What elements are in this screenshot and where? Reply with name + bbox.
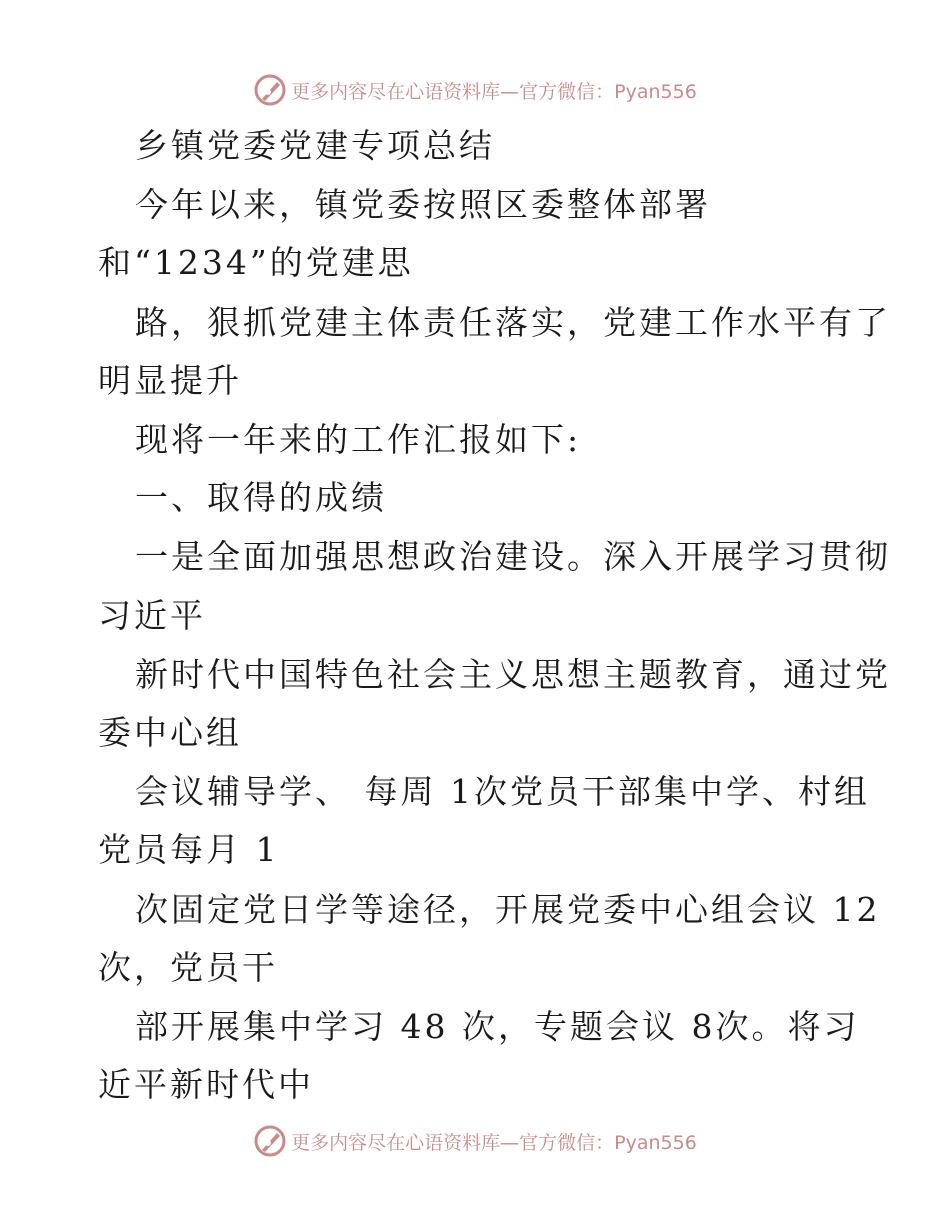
paragraph-line: 部开展集中学习 48 次，专题会议 8次。将习 [135, 1007, 860, 1046]
paragraph-line: 和“1234”的党建思 [98, 243, 414, 282]
paragraph-line: 习近平 [98, 596, 206, 635]
paragraph-line: 新时代中国特色社会主义思想主题教育，通过党 [135, 655, 891, 694]
paragraph-line: 明显提升 [98, 361, 242, 400]
paragraph-line: 会议辅导学、 每周 1次党员干部集中学、村组 [135, 772, 870, 811]
paragraph-line: 委中心组 [98, 713, 242, 752]
paragraph-line: 次固定党日学等途径，开展党委中心组会议 12 [135, 890, 881, 929]
section-heading: 一、取得的成绩 [135, 478, 387, 517]
paragraph-line: 现将一年来的工作汇报如下: [135, 420, 582, 459]
watermark-footer [0, 1121, 950, 1161]
paragraph-line: 近平新时代中 [98, 1065, 314, 1104]
watermark-header [0, 70, 950, 110]
pen-logo-icon [253, 1124, 287, 1158]
paragraph-line: 一是全面加强思想政治建设。深入开展学习贯彻 [135, 537, 891, 576]
paragraph-line: 党员每月 1 [98, 830, 280, 869]
paragraph-line: 路，狠抓党建主体责任落实，党建工作水平有了 [135, 303, 891, 342]
document-title: 乡镇党委党建专项总结 [135, 126, 495, 165]
pen-logo-icon [253, 73, 287, 107]
paragraph-line: 今年以来，镇党委按照区委整体部署 [135, 185, 711, 224]
watermark-text: 更多内容尽在心语资料库—官方微信：Pyan556 [291, 1131, 697, 1154]
paragraph-line: 次，党员干 [98, 948, 278, 987]
watermark-text: 更多内容尽在心语资料库—官方微信：Pyan556 [291, 80, 697, 103]
